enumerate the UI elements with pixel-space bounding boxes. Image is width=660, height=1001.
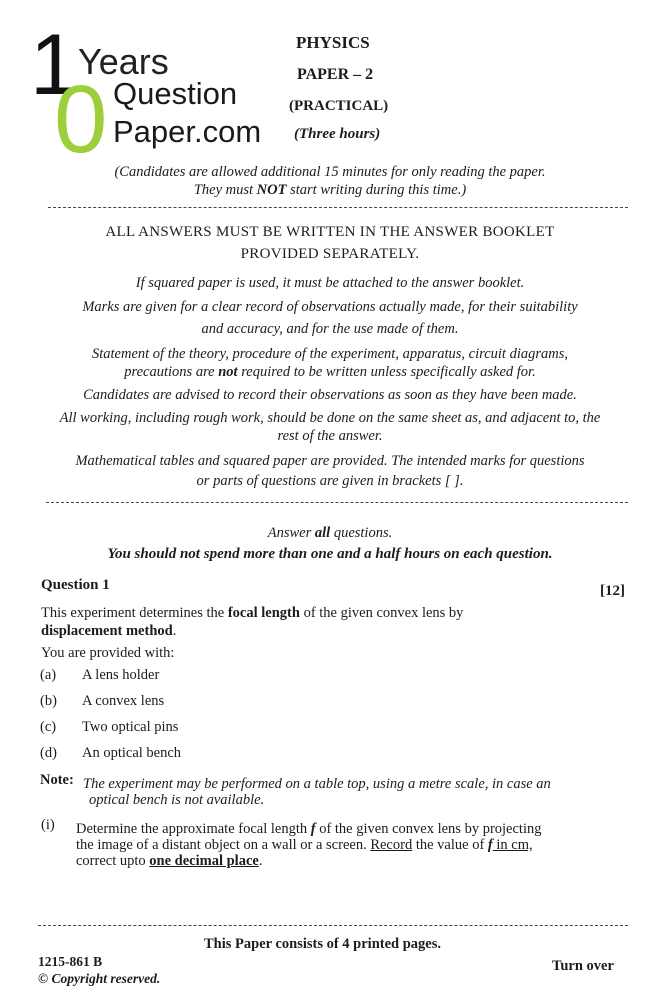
note-line1: The experiment may be performed on a table top, using a metre scale, in case an <box>83 776 551 792</box>
footer-turn-over: Turn over <box>552 958 614 974</box>
list-item-label: (c) <box>40 719 57 735</box>
logo-line-paper: Paper.com <box>113 114 262 149</box>
paper-number: PAPER – 2 <box>297 66 374 83</box>
instruction-statement-line2: precautions are not required to be written unless specifically asked for. <box>124 364 536 380</box>
divider-top <box>48 207 628 208</box>
instruction-working-line2: rest of the answer. <box>277 428 383 444</box>
note-line2: optical bench is not available. <box>89 792 265 808</box>
note-label: Note: <box>40 772 74 788</box>
instruction-marks-line1: Marks are given for a clear record of observations actually made, for their suitability <box>82 299 578 315</box>
logo-digit-zero: 0 <box>54 66 108 173</box>
instruction-record: Candidates are advised to record their observations as soon as they have been made. <box>83 387 577 403</box>
logo-line-question: Question <box>113 76 238 111</box>
list-item-label: (b) <box>40 693 57 709</box>
reading-notice-line2: They must NOT start writing during this time.) <box>193 182 467 198</box>
instruction-tables-line1: Mathematical tables and squared paper are provided. The intended marks for questions <box>75 453 585 469</box>
logo-line-years: Years <box>78 41 169 82</box>
subject-title: PHYSICS <box>296 33 370 52</box>
list-item-label: (a) <box>40 667 57 683</box>
divider-middle <box>46 502 628 503</box>
paper-type: (PRACTICAL) <box>289 98 389 114</box>
list-item-text: A convex lens <box>82 693 165 709</box>
list-item-text: An optical bench <box>82 745 182 761</box>
footer-pages: This Paper consists of 4 printed pages. <box>204 936 441 952</box>
footer-code: 1215-861 B <box>38 954 103 969</box>
answer-all-instruction: Answer all questions. <box>267 525 393 541</box>
logo-digit-one: 1 <box>30 17 78 113</box>
footer-copyright: © Copyright reserved. <box>38 971 161 986</box>
question-1-title: Question 1 <box>41 577 110 593</box>
question-1-intro-line1: This experiment determines the focal length of the given convex lens by <box>41 605 464 621</box>
part-i-label: (i) <box>41 817 55 833</box>
part-i-line3: correct upto one decimal place. <box>76 853 263 869</box>
question-1-intro-line2: displacement method. <box>41 623 177 639</box>
time-note: You should not spend more than one and a half hours on each question. <box>107 546 553 562</box>
list-item-text: Two optical pins <box>82 719 179 735</box>
instructions-heading-line2: PROVIDED SEPARATELY. <box>240 246 420 262</box>
instruction-marks-line2: and accuracy, and for the use made of them. <box>201 321 459 337</box>
instruction-working-line1: All working, including rough work, should be done on the same sheet as, and adjacent to, the <box>59 410 601 426</box>
list-item-text: A lens holder <box>82 667 160 683</box>
divider-bottom <box>38 925 628 926</box>
instructions-heading-line1: ALL ANSWERS MUST BE WRITTEN IN THE ANSWER BOOKLET <box>105 224 555 240</box>
paper-duration: (Three hours) <box>294 126 381 142</box>
part-i-line2: the image of a distant object on a wall or a screen. Record the value of f in cm, <box>76 837 533 853</box>
instruction-statement-line1: Statement of the theory, procedure of the experiment, apparatus, circuit diagrams, <box>91 346 568 362</box>
part-i-line1: Determine the approximate focal length f of the given convex lens by projecting <box>76 821 542 837</box>
provided-with-label: You are provided with: <box>41 645 175 661</box>
instruction-tables-line2: or parts of questions are given in brackets [ ]. <box>196 473 464 489</box>
question-1-marks: [12] <box>600 583 625 599</box>
list-item-label: (d) <box>40 745 57 761</box>
instruction-squared-paper: If squared paper is used, it must be attached to the answer booklet. <box>135 275 525 291</box>
reading-notice-line1: (Candidates are allowed additional 15 minutes for only reading the paper. <box>114 164 546 180</box>
